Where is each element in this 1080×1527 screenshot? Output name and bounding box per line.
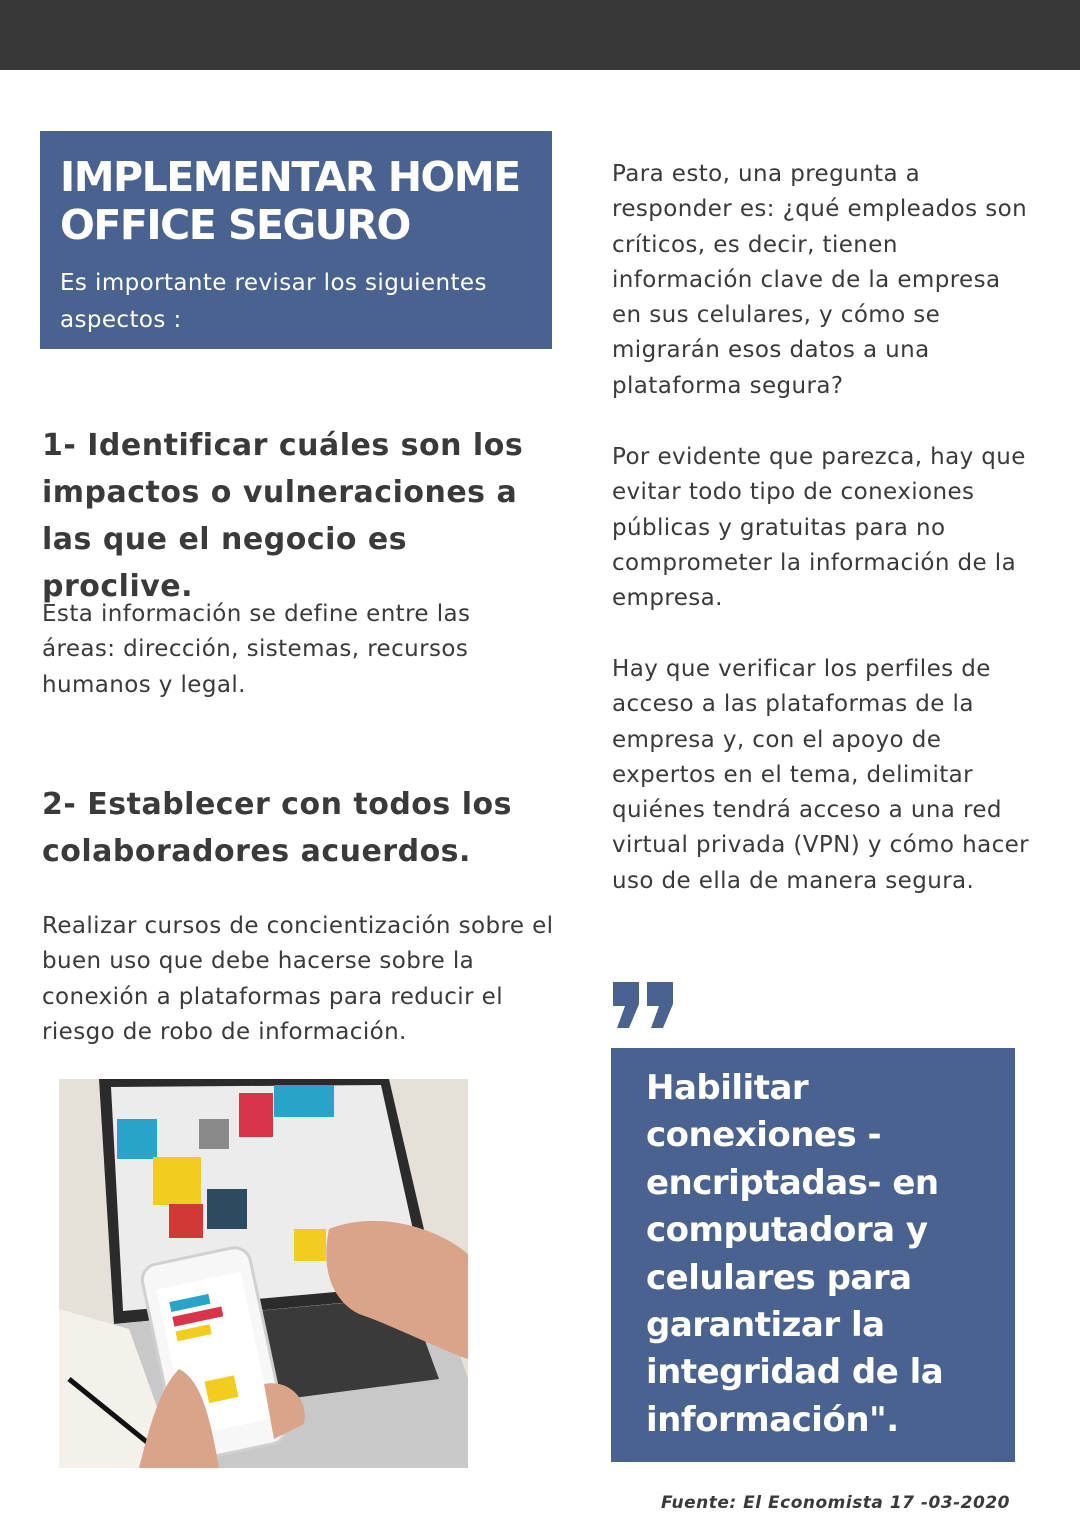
- right-paragraph-3: Hay que verificar los perfiles de acceso a las plataformas de la empresa y, con el apoyo de expertos en el tema, delimitar quiénes tendrá acceso a una red virtual privada (VPN) y cómo hacer uso de ella de manera segura.: [612, 656, 1030, 894]
- source-credit: Fuente: El Economista 17 -03-2020: [661, 1493, 1010, 1513]
- page-title: IMPLEMENTAR HOME OFFICE SEGURO: [60, 153, 520, 249]
- right-paragraph-2: Por evidente que parezca, hay que evitar todo tipo de conexiones públicas y gratuitas para no comprometer la información de la empresa.: [612, 444, 1026, 612]
- section-heading-1: 1- Identificar cuáles son los impactos o vulneraciones a las que el negocio es proclive.: [42, 428, 524, 604]
- title-box: [40, 131, 552, 349]
- section-paragraph-1: Esta información se define entre las áreas: dirección, sistemas, recursos humanos y legal.: [42, 601, 471, 698]
- right-paragraph-1: Para esto, una pregunta a responder es: ¿qué empleados son críticos, es decir, tienen información clave de la empresa en sus celulares, y cómo se migrarán esos datos a una plataforma segura?: [612, 161, 1028, 399]
- section-paragraph-2: Realizar cursos de concientización sobre el buen uso que debe hacerse sobre la conexión a plataformas para reducir el riesgo de robo de información.: [42, 913, 554, 1045]
- top-bar: [0, 0, 1080, 70]
- quote-box: [611, 1048, 1015, 1462]
- quote-text: Habilitar conexiones - encriptadas- en computadora y celulares para garantizar la integridad de la información".: [646, 1068, 944, 1440]
- laptop-phone-photo: [59, 1079, 468, 1468]
- section-heading-2: 2- Establecer con todos los colaboradores acuerdos.: [42, 787, 512, 869]
- page-subtitle: Es importante revisar los siguientes aspectos :: [60, 270, 487, 333]
- quote-icon: [611, 980, 677, 1030]
